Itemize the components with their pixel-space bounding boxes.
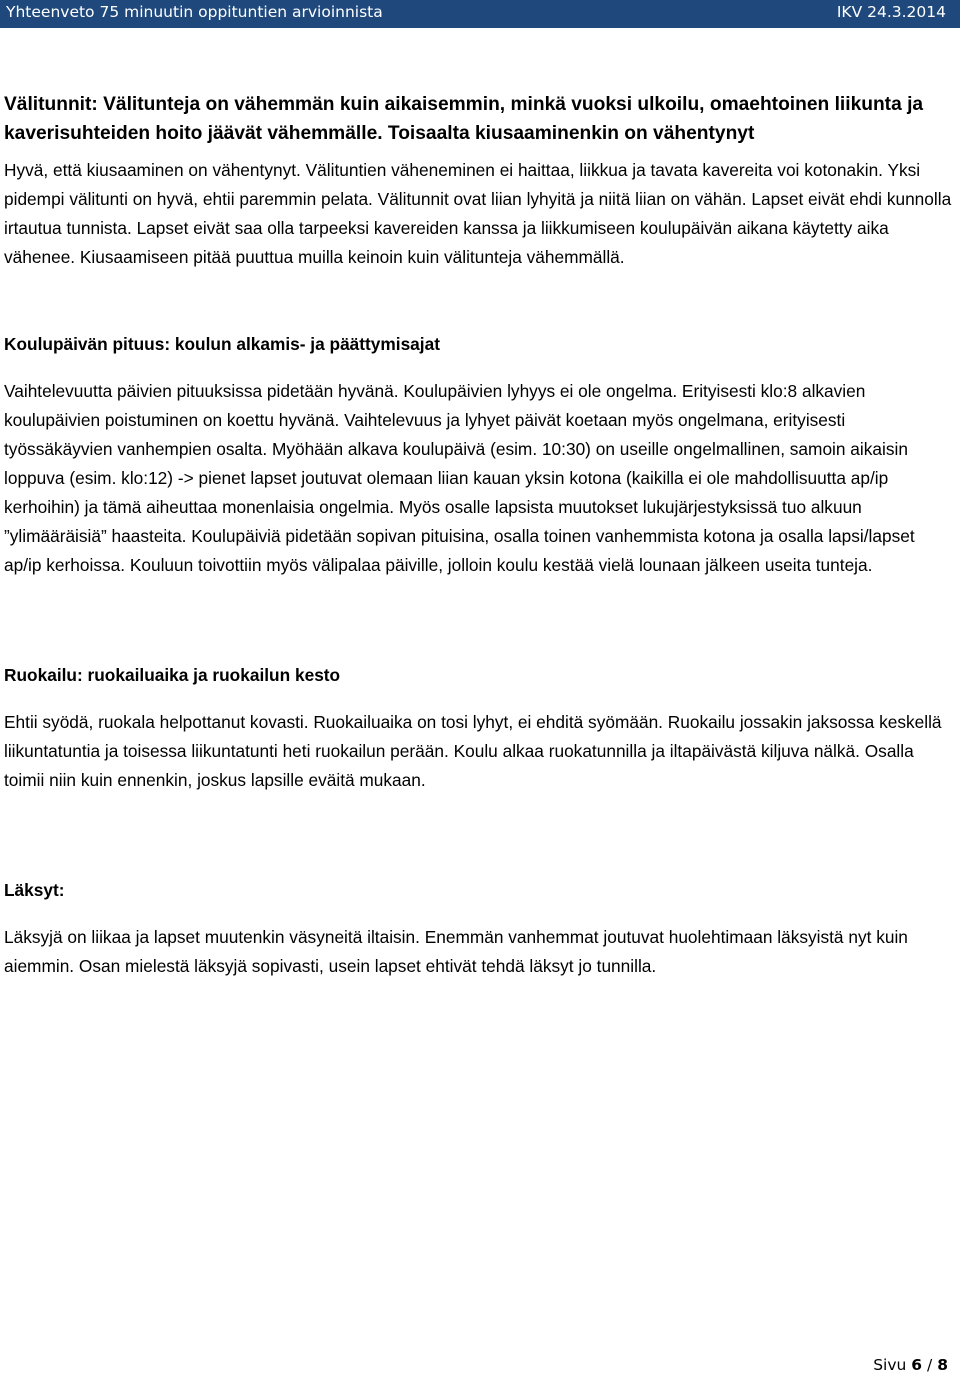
ruokailu-body: Ehtii syödä, ruokala helpottanut kovasti. Ruokailuaika on tosi lyhyt, ei ehditä syömään. Ruokailu jossakin jaksossa keskellä liikuntatuntia ja toisessa liikuntatunti heti ruokailun perään. Koulu alkaa ruokatunnilla ja iltapäivästä kiljuva nälkä. Osalla toimii niin kuin ennenkin, joskus lapsille eväitä mukaan.: [4, 712, 942, 790]
page-current: 6: [911, 1356, 923, 1374]
document-title: Yhteenveto 75 minuutin oppituntien arvioinnista: [6, 3, 383, 21]
laksyt-title: Läksyt:: [4, 880, 65, 900]
page-separator: /: [927, 1356, 933, 1374]
valitunnit-body: Hyvä, että kiusaaminen on vähentynyt. Välituntien väheneminen ei haittaa, liikkua ja tavata kavereita voi kotonakin. Yksi pidempi välitunti on hyvä, ehtii paremmin pelata. Välitunnit ovat liian lyhyitä ja niitä liian on vähän. Lapset eivät ehdi kunnolla irtautua tunnista. Lapset eivät saa olla tarpeeksi kavereiden kanssa ja liikkumiseen koulupäivän aikana käytetty aika vähenee. Kiusaamiseen pitää puuttua muilla keinoin kuin välitunteja vähemmällä.: [4, 160, 952, 267]
page-header: [0, 0, 960, 28]
document-body: [4, 90, 952, 981]
page-label: Sivu: [873, 1356, 907, 1374]
document-date: IKV 24.3.2014: [836, 3, 946, 21]
laksyt-body: Läksyjä on liikaa ja lapset muutenkin väsyneitä iltaisin. Enemmän vanhemmat joutuvat huolehtimaan läksyistä nyt kuin aiemmin. Osan mielestä läksyjä sopivasti, usein lapset ehtivät tehdä läksyt jo tunnilla.: [4, 927, 908, 976]
koulupaiva-title: Koulupäivän pituus: koulun alkamis- ja päättymisajat: [4, 334, 440, 354]
page-number: [873, 1356, 948, 1374]
koulupaiva-body: Vaihtelevuutta päivien pituuksissa pidetään hyvänä. Koulupäivien lyhyys ei ole ongelma. Erityisesti klo:8 alkavien koulupäivien poistuminen on koettu hyvänä. Vaihtelevuus ja lyhyet päivät koetaan myös ongelmana, erityisesti työssäkäyvien vanhempien osalta. Myöhään alkava koulupäivä (esim. 10:30) on useille ongelmallinen, samoin aikaisin loppuva (esim. klo:12) -> pienet lapset joutuvat olemaan liian kauan yksin kotona (kaikilla ei ole mahdollisuutta ap/ip kerhoihin) ja tämä aiheuttaa monenlaisia ongelmia. Myös osalle lapsista muutokset lukujärjestyksissä tuo alkuun ”ylimääräisiä” haasteita. Koulupäiviä pidetään sopivan pituisina, osalla toinen vanhemmista kotona ja osalla lapsi/lapset ap/ip kerhoissa. Kouluun toivottiin myös välipalaa päiville, jolloin koulu kestää vielä lounaan jälkeen useita tunteja.: [4, 381, 915, 575]
page-total: 8: [937, 1356, 948, 1374]
valitunnit-lead: Välitunnit: Välitunteja on vähemmän kuin aikaisemmin, minkä vuoksi ulkoilu, omaehtoinen liikunta ja kaverisuhteiden hoito jäävät vähemmälle. Toisaalta kiusaaminenkin on vähentynyt: [4, 94, 924, 144]
ruokailu-title: Ruokailu: ruokailuaika ja ruokailun kesto: [4, 665, 341, 685]
